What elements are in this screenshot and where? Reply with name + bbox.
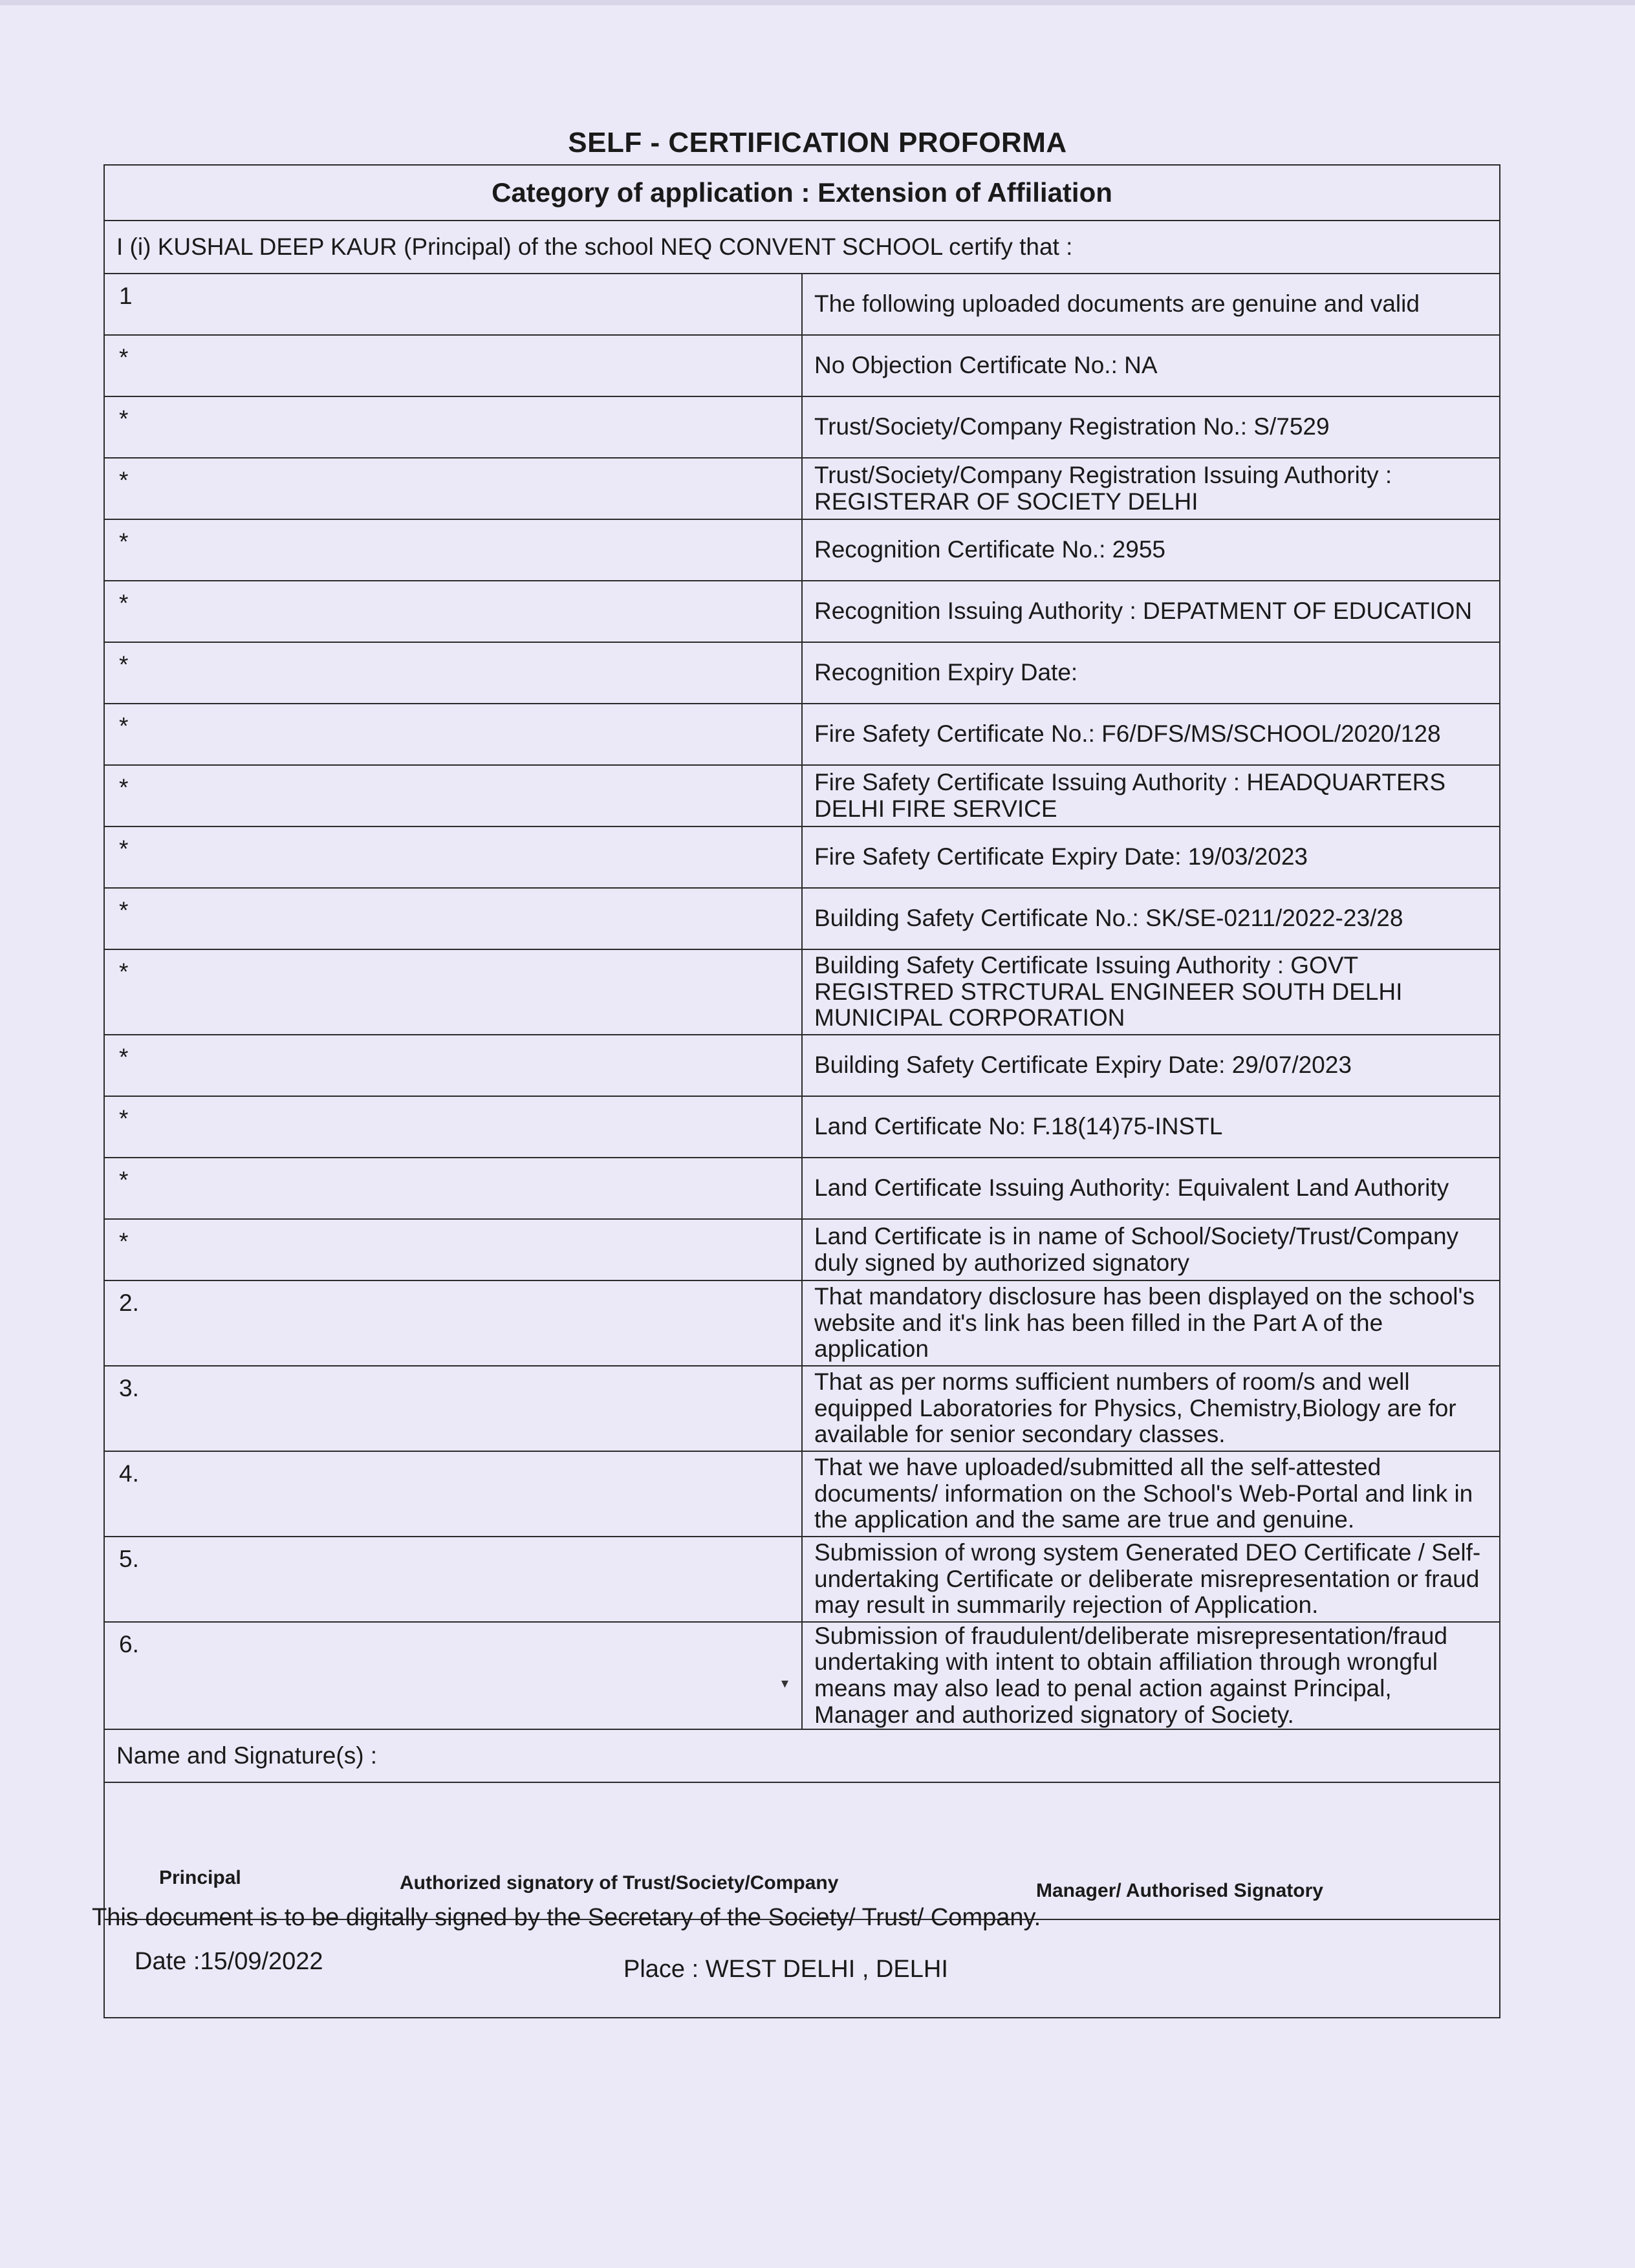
item-number: * xyxy=(104,1158,802,1219)
item-row xyxy=(104,1035,1500,1096)
item-number: * xyxy=(104,765,802,826)
item-row xyxy=(104,1451,1500,1537)
item-number: 2. xyxy=(104,1280,802,1366)
item-number: 6. xyxy=(104,1622,802,1729)
manager-signatory-label: Manager/ Authorised Signatory xyxy=(1036,1880,1323,1901)
item-row xyxy=(104,396,1500,458)
item-number: * xyxy=(104,335,802,396)
item-number: * xyxy=(104,826,802,888)
item-text: Trust/Society/Company Registration Issuing Authority : REGISTERAR OF SOCIETY DELHI xyxy=(802,458,1500,519)
document-title: SELF - CERTIFICATION PROFORMA xyxy=(568,127,1067,158)
item-text: That mandatory disclosure has been displayed on the school's website and it's link has been filled in the Part A of the application xyxy=(802,1280,1500,1366)
item-number: * xyxy=(104,1219,802,1280)
item-row xyxy=(104,519,1500,581)
certify-statement: I (i) KUSHAL DEEP KAUR (Principal) of the school NEQ CONVENT SCHOOL certify that : xyxy=(104,221,1500,274)
item-row xyxy=(104,274,1500,335)
footnote: This document is to be digitally signed by the Secretary of the Society/ Trust/ Company. xyxy=(92,1904,1041,1931)
item-row xyxy=(104,1366,1500,1451)
item-text: Building Safety Certificate Issuing Authority : GOVT REGISTRED STRCTURAL ENGINEER SOUTH DELHI MUNICIPAL CORPORATION xyxy=(802,949,1500,1035)
item-number: * xyxy=(104,1096,802,1158)
signature-area xyxy=(104,1782,1500,1919)
item-number: * xyxy=(104,458,802,519)
item-number: 1 xyxy=(104,274,802,335)
scan-speck: ▾ xyxy=(781,1675,789,1691)
item-row xyxy=(104,458,1500,519)
item-text: Land Certificate is in name of School/Society/Trust/Company duly signed by authorized signatory xyxy=(802,1219,1500,1280)
item-text: Fire Safety Certificate No.: F6/DFS/MS/SCHOOL/2020/128 xyxy=(802,704,1500,765)
item-row xyxy=(104,765,1500,826)
item-number: * xyxy=(104,519,802,581)
item-row xyxy=(104,642,1500,704)
item-row xyxy=(104,704,1500,765)
item-text: Building Safety Certificate No.: SK/SE-0211/2022-23/28 xyxy=(802,888,1500,949)
item-number: * xyxy=(104,888,802,949)
item-text: Land Certificate No: F.18(14)75-INSTL xyxy=(802,1096,1500,1158)
item-text: Trust/Society/Company Registration No.: S/7529 xyxy=(802,396,1500,458)
item-number: * xyxy=(104,642,802,704)
item-row xyxy=(104,1622,1500,1729)
certification-table xyxy=(103,164,1500,2018)
category-of-application: Category of application : Extension of Affiliation xyxy=(104,165,1500,221)
authorized-signatory-label: Authorized signatory of Trust/Society/Company xyxy=(400,1872,839,1894)
item-number: * xyxy=(104,704,802,765)
item-text: No Objection Certificate No.: NA xyxy=(802,335,1500,396)
item-row xyxy=(104,1158,1500,1219)
item-number: * xyxy=(104,396,802,458)
item-number: * xyxy=(104,949,802,1035)
item-number: * xyxy=(104,581,802,642)
item-number: 4. xyxy=(104,1451,802,1537)
item-row xyxy=(104,581,1500,642)
signature-label: Name and Signature(s) : xyxy=(104,1729,1500,1782)
item-number: 3. xyxy=(104,1366,802,1451)
item-text: Fire Safety Certificate Expiry Date: 19/03/2023 xyxy=(802,826,1500,888)
item-row xyxy=(104,1280,1500,1366)
item-row xyxy=(104,335,1500,396)
date-place-row xyxy=(104,1919,1500,2018)
principal-signatory-label: Principal xyxy=(159,1867,241,1888)
item-text: That we have uploaded/submitted all the self-attested documents/ information on the School's Web-Portal and link in the application and the same are true and genuine. xyxy=(802,1451,1500,1537)
item-number: 5. xyxy=(104,1537,802,1622)
item-text: Building Safety Certificate Expiry Date: 29/07/2023 xyxy=(802,1035,1500,1096)
item-text: Land Certificate Issuing Authority: Equivalent Land Authority xyxy=(802,1158,1500,1219)
item-text: Recognition Issuing Authority : DEPATMENT OF EDUCATION xyxy=(802,581,1500,642)
item-number: * xyxy=(104,1035,802,1096)
item-text: That as per norms sufficient numbers of room/s and well equipped Laboratories for Physics, Chemistry,Biology are for available for senior secondary classes. xyxy=(802,1366,1500,1451)
item-text: Submission of fraudulent/deliberate misrepresentation/fraud undertaking with intent to obtain affiliation through wrongful means may also lead to penal action against Principal, Manager and authorized signatory of Society. xyxy=(802,1622,1500,1729)
date-value: Date :15/09/2022 xyxy=(135,1948,323,1975)
item-row xyxy=(104,1219,1500,1280)
item-text: Recognition Expiry Date: xyxy=(802,642,1500,704)
item-row xyxy=(104,888,1500,949)
item-row xyxy=(104,1537,1500,1622)
item-text: The following uploaded documents are genuine and valid xyxy=(802,274,1500,335)
place-value: Place : WEST DELHI , DELHI xyxy=(623,1956,948,1983)
item-text: Submission of wrong system Generated DEO Certificate / Self-undertaking Certificate or deliberate misrepresentation or fraud may result in summarily rejection of Application. xyxy=(802,1537,1500,1622)
item-text: Fire Safety Certificate Issuing Authority : HEADQUARTERS DELHI FIRE SERVICE xyxy=(802,765,1500,826)
item-row xyxy=(104,1096,1500,1158)
page-top-edge xyxy=(0,0,1635,5)
item-row xyxy=(104,949,1500,1035)
item-row xyxy=(104,826,1500,888)
item-text: Recognition Certificate No.: 2955 xyxy=(802,519,1500,581)
